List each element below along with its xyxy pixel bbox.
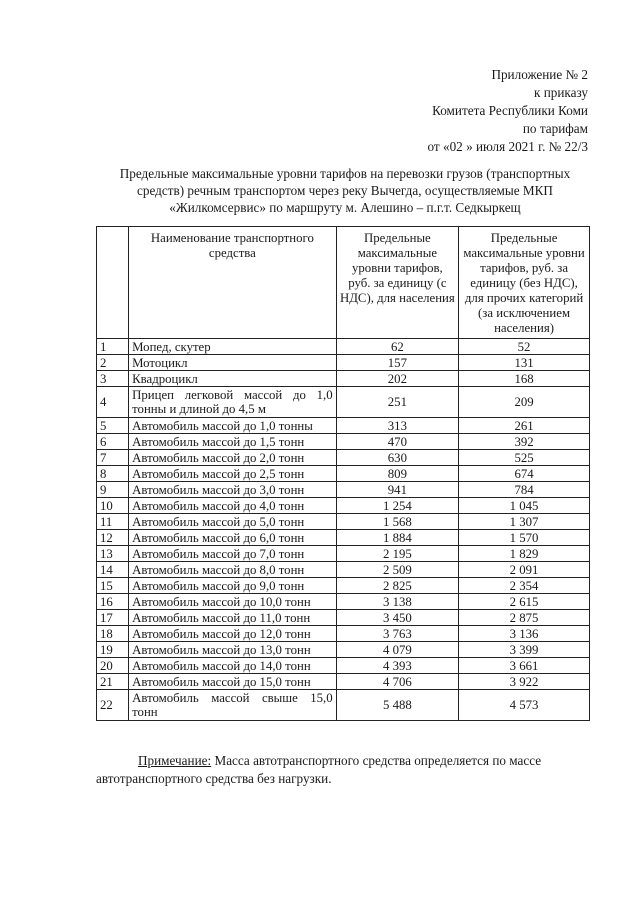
table-row: [97, 466, 590, 482]
table-row: [97, 514, 590, 530]
population-tariff: 3 450: [336, 610, 458, 626]
table-row: [97, 546, 590, 562]
other-tariff: 3 399: [459, 642, 590, 658]
table-row: [97, 339, 590, 355]
table-row: [97, 387, 590, 418]
other-tariff: 674: [459, 466, 590, 482]
appendix-line: от «02 » июля 2021 г. № 22/3: [427, 139, 588, 154]
table-row: [97, 482, 590, 498]
population-tariff: 4 393: [336, 658, 458, 674]
other-tariff: 2 615: [459, 594, 590, 610]
other-tariff: 3 922: [459, 674, 590, 690]
table-row: [97, 530, 590, 546]
vehicle-name: Автомобиль массой до 15,0 тонн: [129, 674, 337, 690]
vehicle-name: Автомобиль массой до 12,0 тонн: [129, 626, 337, 642]
population-tariff: 1 884: [336, 530, 458, 546]
other-tariff: 2 091: [459, 562, 590, 578]
vehicle-name: Автомобиль массой до 2,5 тонн: [129, 466, 337, 482]
other-tariff: 3 136: [459, 626, 590, 642]
vehicle-name: Автомобиль массой до 11,0 тонн: [129, 610, 337, 626]
note: [96, 752, 590, 788]
population-tariff: 313: [336, 418, 458, 434]
row-number: 6: [97, 434, 129, 450]
row-number: 2: [97, 355, 129, 371]
other-tariff: 1 045: [459, 498, 590, 514]
row-number: 18: [97, 626, 129, 642]
population-tariff: 1 568: [336, 514, 458, 530]
other-tariff: 209: [459, 387, 590, 418]
other-tariff: 4 573: [459, 690, 590, 721]
other-tariff: 3 661: [459, 658, 590, 674]
table-row: [97, 562, 590, 578]
vehicle-name: Автомобиль массой до 13,0 тонн: [129, 642, 337, 658]
population-tariff: 4 706: [336, 674, 458, 690]
other-tariff: 2 354: [459, 578, 590, 594]
population-tariff: 3 138: [336, 594, 458, 610]
note-text: Масса автотранспортного средства определяется по массе автотранспортного средства без нагрузки.: [96, 753, 542, 786]
row-number: 21: [97, 674, 129, 690]
population-tariff: 4 079: [336, 642, 458, 658]
row-number: 7: [97, 450, 129, 466]
vehicle-name: Автомобиль массой до 4,0 тонн: [129, 498, 337, 514]
header-vehicle-name: Наименование транспортного средства: [129, 227, 337, 339]
row-number: 12: [97, 530, 129, 546]
other-tariff: 2 875: [459, 610, 590, 626]
row-number: 1: [97, 339, 129, 355]
population-tariff: 809: [336, 466, 458, 482]
header-population-tariff: Предельные максимальные уровни тарифов, руб. за единицу (с НДС), для населения: [336, 227, 458, 339]
table-row: [97, 371, 590, 387]
vehicle-name: Автомобиль массой до 14,0 тонн: [129, 658, 337, 674]
vehicle-name: Автомобиль массой до 8,0 тонн: [129, 562, 337, 578]
vehicle-name: Автомобиль массой до 9,0 тонн: [129, 578, 337, 594]
population-tariff: 5 488: [336, 690, 458, 721]
row-number: 5: [97, 418, 129, 434]
row-number: 22: [97, 690, 129, 721]
table-row: [97, 642, 590, 658]
population-tariff: 2 509: [336, 562, 458, 578]
vehicle-name: Автомобиль массой до 7,0 тонн: [129, 546, 337, 562]
table-row: [97, 578, 590, 594]
appendix-line: по тарифам: [522, 121, 588, 136]
other-tariff: 1 829: [459, 546, 590, 562]
row-number: 11: [97, 514, 129, 530]
population-tariff: 2 195: [336, 546, 458, 562]
tariff-table: [96, 226, 590, 721]
row-number: 16: [97, 594, 129, 610]
row-number: 15: [97, 578, 129, 594]
population-tariff: 202: [336, 371, 458, 387]
table-row: [97, 498, 590, 514]
vehicle-name: Квадроцикл: [129, 371, 337, 387]
population-tariff: 157: [336, 355, 458, 371]
table-row: [97, 450, 590, 466]
other-tariff: 1 307: [459, 514, 590, 530]
row-number: 10: [97, 498, 129, 514]
table-header-row: [97, 227, 590, 339]
vehicle-name: Автомобиль массой до 5,0 тонн: [129, 514, 337, 530]
other-tariff: 168: [459, 371, 590, 387]
population-tariff: 630: [336, 450, 458, 466]
row-number: 8: [97, 466, 129, 482]
vehicle-name: Автомобиль массой до 6,0 тонн: [129, 530, 337, 546]
table-row: [97, 434, 590, 450]
row-number: 19: [97, 642, 129, 658]
row-number: 9: [97, 482, 129, 498]
row-number: 14: [97, 562, 129, 578]
population-tariff: 3 763: [336, 626, 458, 642]
other-tariff: 525: [459, 450, 590, 466]
vehicle-name: Прицеп легковой массой до 1,0 тонны и длиной до 4,5 м: [129, 387, 337, 418]
table-row: [97, 626, 590, 642]
row-number: 17: [97, 610, 129, 626]
row-number: 20: [97, 658, 129, 674]
appendix-line: к приказу: [534, 85, 588, 100]
vehicle-name: Автомобиль массой до 10,0 тонн: [129, 594, 337, 610]
population-tariff: 251: [336, 387, 458, 418]
document-title: Предельные максимальные уровни тарифов на перевозки грузов (транспортных средств) речным транспортом через реку Вычегда, осуществляемые МКП «Жилкомсервис» по маршруту м. Алешино – п.г.т. Седкыркещ: [119, 166, 571, 215]
vehicle-name: Автомобиль массой свыше 15,0 тонн: [129, 690, 337, 721]
population-tariff: 470: [336, 434, 458, 450]
tariff-table-body: [97, 339, 590, 721]
vehicle-name: Автомобиль массой до 3,0 тонн: [129, 482, 337, 498]
population-tariff: 1 254: [336, 498, 458, 514]
table-row: [97, 594, 590, 610]
row-number: 3: [97, 371, 129, 387]
other-tariff: 392: [459, 434, 590, 450]
other-tariff: 52: [459, 339, 590, 355]
population-tariff: 62: [336, 339, 458, 355]
table-row: [97, 610, 590, 626]
other-tariff: 261: [459, 418, 590, 434]
vehicle-name: Мопед, скутер: [129, 339, 337, 355]
other-tariff: 131: [459, 355, 590, 371]
appendix-header: [428, 66, 588, 156]
table-row: [97, 355, 590, 371]
vehicle-name: Автомобиль массой до 1,0 тонны: [129, 418, 337, 434]
vehicle-name: Автомобиль массой до 1,5 тонн: [129, 434, 337, 450]
appendix-line: Приложение № 2: [491, 67, 588, 82]
header-other-tariff: Предельные максимальные уровни тарифов, руб. за единицу (без НДС), для прочих категорий (за исключением населения): [459, 227, 590, 339]
header-num: [97, 227, 129, 339]
table-row: [97, 418, 590, 434]
row-number: 13: [97, 546, 129, 562]
other-tariff: 784: [459, 482, 590, 498]
table-row: [97, 658, 590, 674]
vehicle-name: Автомобиль массой до 2,0 тонн: [129, 450, 337, 466]
appendix-line: Комитета Республики Коми: [432, 103, 588, 118]
other-tariff: 1 570: [459, 530, 590, 546]
note-label: Примечание:: [138, 753, 212, 768]
table-row: [97, 674, 590, 690]
population-tariff: 941: [336, 482, 458, 498]
vehicle-name: Мотоцикл: [129, 355, 337, 371]
table-row: [97, 690, 590, 721]
row-number: 4: [97, 387, 129, 418]
population-tariff: 2 825: [336, 578, 458, 594]
